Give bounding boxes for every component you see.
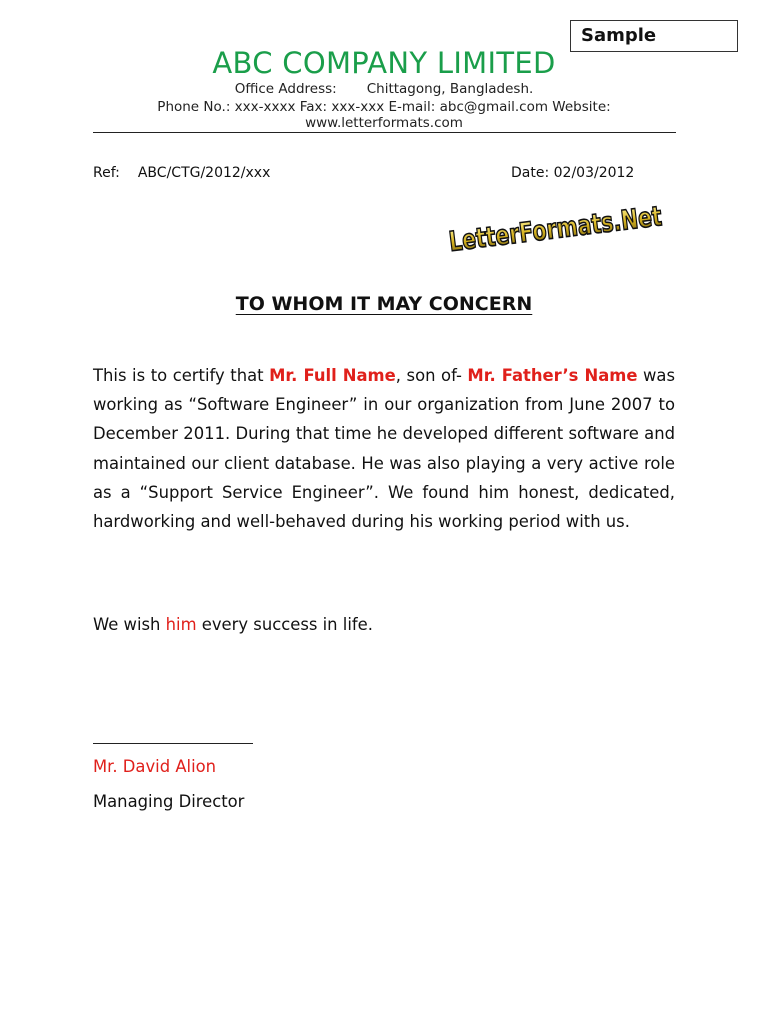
subject-heading: TO WHOM IT MAY CONCERN	[235, 293, 533, 315]
signer-name: Mr. David Alion	[93, 757, 217, 776]
sample-stamp: Sample	[570, 20, 738, 52]
office-address-value: Chittagong, Bangladesh.	[366, 81, 534, 97]
website-line: www.letterformats.com	[305, 115, 463, 131]
body-intro: This is to certify that	[93, 366, 270, 385]
contact-line: Phone No.: xxx-xxxx Fax: xxx-xxx E-mail: abc@gmail.com Website:	[157, 99, 611, 115]
logo-text: LetterFormats.Net	[447, 192, 731, 258]
body-main-text: was working as “Software Engineer” in our organization from June 2007 to December 2011. During that time he developed different software and maintained our client database. He was also playing a very active role as a “Support Service Engineer”. We found him honest, dedicated, hardworking and well-behaved during his working period with us.	[93, 366, 676, 532]
letter-date: Date: 02/03/2012	[511, 165, 635, 181]
header-rule	[93, 132, 676, 133]
closing-wish	[93, 615, 373, 634]
body-son-of: , son of-	[395, 366, 468, 385]
ref-value: ABC/CTG/2012/xxx	[137, 165, 271, 181]
certificate-body	[93, 361, 675, 536]
reference	[93, 165, 270, 181]
wish-him: him	[165, 615, 197, 634]
wish-end: every success in life.	[196, 615, 373, 634]
father-name: Mr. Father’s Name	[467, 366, 638, 385]
letterformats-logo	[442, 192, 731, 258]
company-name: ABC COMPANY LIMITED	[212, 46, 556, 80]
ref-label: Ref:	[93, 165, 120, 181]
office-address-label: Office Address:	[234, 81, 337, 97]
signature-line	[93, 743, 253, 744]
wish-start: We wish	[93, 615, 166, 634]
signer-title: Managing Director	[93, 792, 245, 811]
employee-name: Mr. Full Name	[269, 366, 396, 385]
office-address-line	[0, 81, 768, 97]
